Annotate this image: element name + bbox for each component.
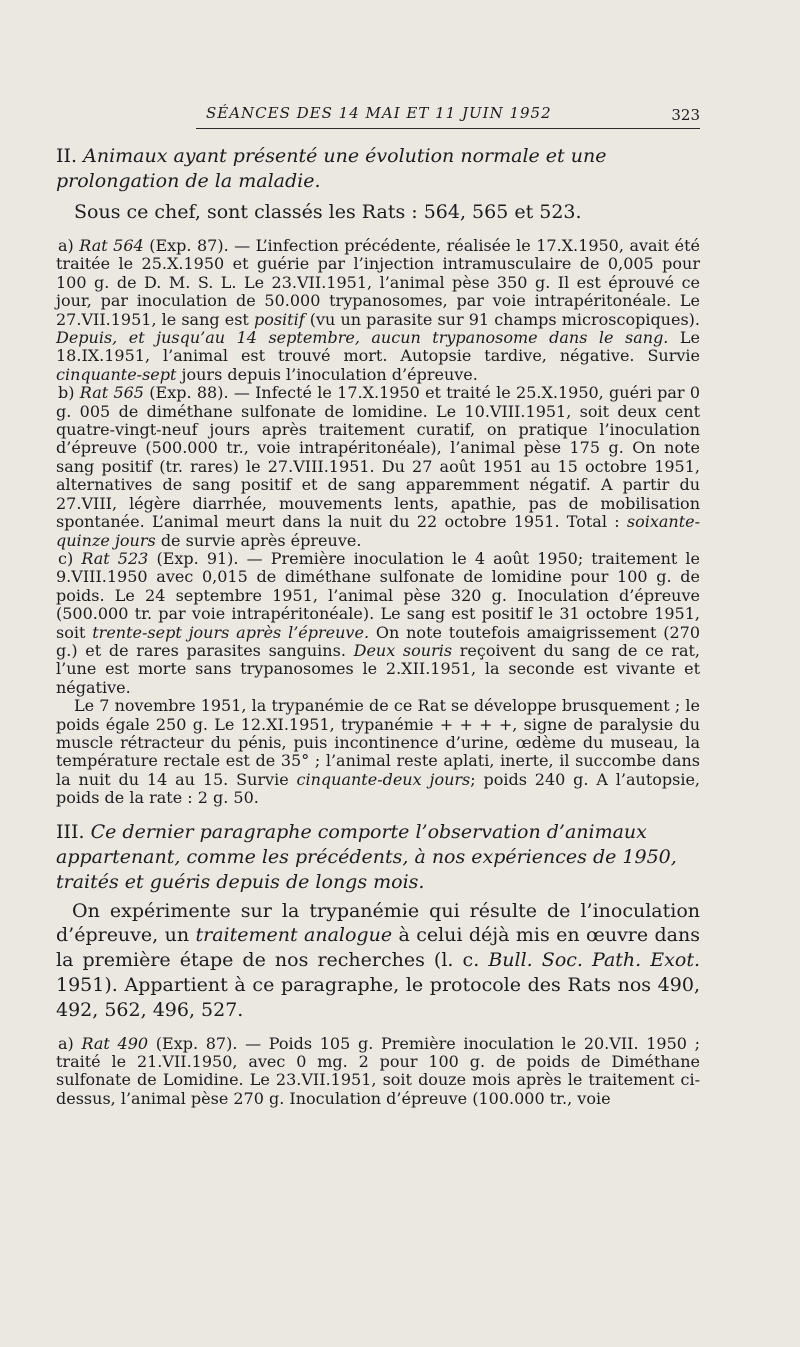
section-3-text-1: On expérimente sur la trypanémie qui résulte de l’inoculation d’épreuve, un [56,899,700,947]
section-2-heading [56,144,700,194]
section-3-text-2: à celui déjà mis en œuvre dans la première étape de nos recherches (l. c. [56,924,701,972]
rat-564-positif: positif [253,309,305,329]
rat-490-name: Rat 490 [81,1033,149,1053]
rat-565-survie: soixante-quinze jours [56,512,700,550]
section-3-text-3: 1951). Appartient à ce paragraphe, le protocole des Rats nos 490, 492, 562, 496, 527. [56,973,700,1021]
rat-565-text-2: de survie après épreuve. [160,530,362,550]
rat-564-survie: cinquante-sept [56,364,177,384]
section-3-number: III. [56,820,85,843]
rat-523-label: c) [58,548,74,568]
section-3-bull: Bull. Soc. Path. Exot. [488,949,700,972]
page-body [56,144,700,1108]
rat-523-text-3: reçoivent du sang de ce rat, l’une est morte sans trypanosomes le 2.XII.1951, la seconde est vivante et négative. [56,640,700,697]
rat-564-name: Rat 564 [79,236,144,255]
section-3-traitement: traitement analogue [195,924,393,947]
section-3-paragraph [56,899,700,1023]
rat-523-cinquante: cinquante-deux jours [296,769,471,789]
rat-523-paragraph-2 [56,697,700,807]
rat-564-text-3: Le 18.IX.1951, l’animal est trouvé mort. Autopsie tardive, négative. Survie [56,328,700,366]
page-number: 323 [671,106,700,124]
rat-564-text-4: jours depuis l’inoculation d’épreuve. [181,364,478,384]
rat-564-paragraph [56,237,700,384]
rat-490-label: a) [58,1033,74,1053]
rat-523-souris: Deux souris [353,640,453,660]
rat-564-text-1: (Exp. 87). — L’infection précédente, réalisée le 17.X.1950, avait été traitée le 25.X.1950 et guérie par l’injection intramusculaire de 0,005 pour 100 g. de D. M. S. L. Le 23.VII.1951, l’animal pèse 350 g. Il est éprouvé ce jour, par inoculation de 50.000 trypanosomes, par voie intrapéritonéale. Le 27.VII.1951, le sang est [56,236,700,329]
section-2-number: II. [56,145,78,167]
rat-523-paragraph [56,550,700,697]
section-2-title: Animaux ayant présenté une évolution normale et une prolongation de la maladie. [56,145,607,192]
rat-523-text-2: On note toutefois amaigrissement (270 g.) et de rares parasites sanguins. [56,622,701,660]
rat-565-text-1: (Exp. 88). — Infecté le 17.X.1950 et traité le 25.X.1950, guéri par 0 g. 005 de diméthane sulfonate de lomidine. Le 10.VIII.1951, soit deux cent quatre-vingt-neuf jours après traitement curatif, on pratique l’inoculation d’épreuve (500.000 tr., voie intrapéritonéale), l’animal pèse 175 g. On note sang positif (tr. rares) le 27.VIII.1951. Du 27 août 1951 au 15 octobre 1951, alternatives de sang positif et de sang apparemment négatif. A partir du 27.VIII, légère diarrhée, mouvements lents, apathie, pas de mobilisation spontanée. L’animal meurt dans la nuit du 22 octobre 1951. Total : [56,383,701,532]
rat-490-paragraph [56,1035,700,1109]
rat-523-text-1: (Exp. 91). — Première inoculation le 4 août 1950; traitement le 9.VIII.1950 avec 0,015 de diméthane sulfonate de lomidine pour 100 g. de poids. Le 24 septembre 1951, l’animal pèse 320 g. Inoculation d’épreuve (500.000 tr. par voie intrapéritonéale). Le sang est positif le 31 octobre 1951, soit [56,548,700,642]
section-2-lead: Sous ce chef, sont classés les Rats : 564, 565 et 523. [74,201,582,223]
rat-564-depuis: Depuis, et jusqu’au 14 septembre, aucun trypanosome dans le sang. [56,328,669,348]
running-title: SÉANCES DES 14 MAI ET 11 JUIN 1952 [206,104,552,122]
rat-523-trente: trente-sept jours après l’épreuve. [92,622,370,642]
rat-523-text-4: Le 7 novembre 1951, la trypanémie de ce Rat se développe brusquement ; le poids égale 250 g. Le 12.XI.1951, trypanémie + + + +, signe de paralysie du muscle rétracteur du pénis, puis incontinence d’urine, œdème du museau, la température rectale est de 35° ; l’animal reste aplati, inerte, il succombe dans la nuit du 14 au 15. Survie [56,696,700,789]
section-3-heading [56,820,700,895]
page-header [56,104,700,128]
header-rule [196,128,700,129]
rat-565-paragraph [56,384,700,550]
rat-523-text-5: ; poids 240 g. A l’autopsie, poids de la rate : 2 g. 50. [56,769,700,808]
rat-565-label: b) [58,383,75,403]
rat-523-name: Rat 523 [81,548,149,568]
rat-564-label: a) [58,236,74,255]
rat-564-text-2: (vu un parasite sur 91 champs microscopiques). [309,309,700,329]
rat-565-name: Rat 565 [79,383,144,403]
rat-490-text-1: (Exp. 87). — Poids 105 g. Première inoculation le 20.VII. 1950 ; traité le 21.VII.1950, avec 0 mg. 2 pour 100 g. de poids de Diméthane sulfonate de Lomidine. Le 23.VII.1951, soit douze mois après le traitement ci-dessus, l’animal pèse 270 g. Inoculation d’épreuve (100.000 tr., voie [56,1033,701,1108]
section-3-title: Ce dernier paragraphe comporte l’observation d’animaux appartenant, comme les précédents, à nos expériences de 1950, traités et guéris depuis de longs mois. [56,820,677,893]
